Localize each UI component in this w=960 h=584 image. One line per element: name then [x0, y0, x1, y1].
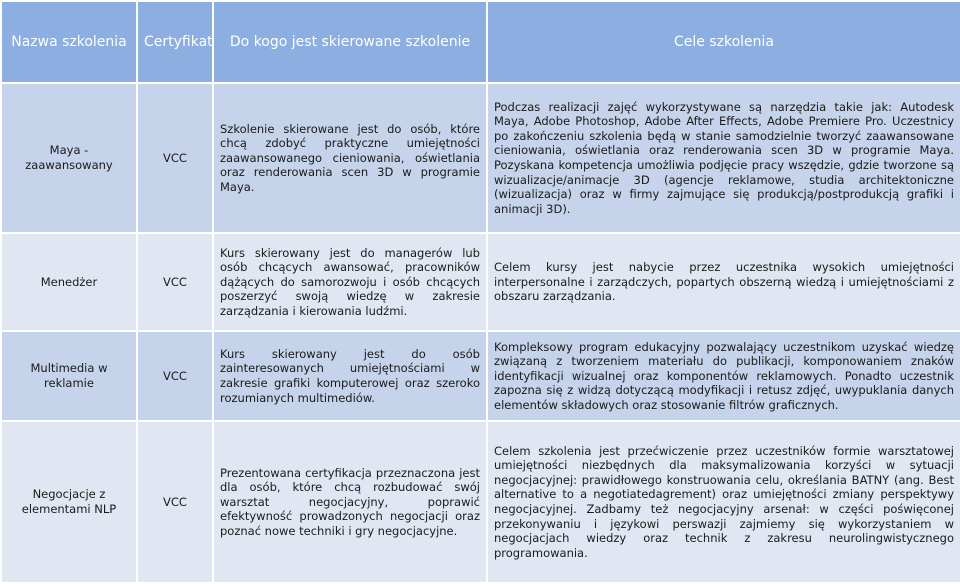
- course-name: Menedżer: [2, 234, 136, 330]
- header-name: Nazwa szkolenia: [2, 2, 136, 82]
- course-certificate: VCC: [138, 332, 212, 420]
- course-name: Multimedia w reklamie: [2, 332, 136, 420]
- course-audience: Prezentowana certyfikacja przeznaczona jest dla osób, które chcą rozbudować swój warsztat negocjacyjny, poprawić efektywność prowadzonych negocjacji oraz poznać nowe techniki i gry negocjacyjne.: [214, 422, 486, 582]
- header-goals: Cele szkolenia: [488, 2, 960, 82]
- header-row: [2, 2, 960, 82]
- course-goals: Celem szkolenia jest przećwiczenie przez uczestników formie warsztatowej umiejętności niezbędnych dla maksymalizowania korzyści w sytuacji negocjacyjnej: prawidłowego konstruowania celu, określania BATNY (ang. Best alternative to a negotiatedagrement) oraz umiejętności zmiany perspektywy negocjacyjnej. Zadbamy też negocjacyjny arsenał: w części poświęconej przekonywaniu i językowi perswazji zajmiemy się wykorzystaniem w negocjacjach wiedzy oraz technik z zakresu neurolingwistycznego programowania.: [488, 422, 960, 582]
- course-name: Negocjacje z elementami NLP: [2, 422, 136, 582]
- table-row: [2, 84, 960, 232]
- course-certificate: VCC: [138, 234, 212, 330]
- course-audience: Szkolenie skierowane jest do osób, które chcą zdobyć praktyczne umiejętności zaawansowanego cieniowania, oświetlania oraz renderowania scen 3D w programie Maya.: [214, 84, 486, 232]
- header-audience: Do kogo jest skierowane szkolenie: [214, 2, 486, 82]
- course-audience: Kurs skierowany jest do managerów lub osób chcących awansować, pracowników dążących do samorozwoju i osób chcących poszerzyć swoją wiedzę w zakresie zarządzania i kierowania ludźmi.: [214, 234, 486, 330]
- table-row: [2, 234, 960, 330]
- course-goals: Podczas realizacji zajęć wykorzystywane są narzędzia takie jak: Autodesk Maya, Adobe Photoshop, Adobe After Effects, Adobe Premiere Pro. Uczestnicy po zakończeniu szkolenia będą w stanie samodzielnie tworzyć zaawansowane cieniowania, oświetlania oraz renderowania scen 3D w programie Maya. Pozyskana kompetencja umożliwia podjęcie pracy wszędzie, gdzie tworzone są wizualizacje/animacje 3D (agencje reklamowe, studia architektoniczne (wizualizacja) oraz w firmy zajmujące się produkcją/postprodukcją grafiki i animacji 3D).: [488, 84, 960, 232]
- course-goals: Kompleksowy program edukacyjny pozwalający uczestnikom uzyskać wiedzę związaną z tworzeniem materiału do publikacji, komponowaniem znaków identyfikacji wizualnej oraz komponentów reklamowych. Ponadto uczestnik zapozna się z widzą dotyczącą modyfikacji i retusz zdjęć, uwypuklania danych elementów składowych oraz stosowanie filtrów graficznych.: [488, 332, 960, 420]
- course-certificate: VCC: [138, 84, 212, 232]
- course-audience: Kurs skierowany jest do osób zainteresowanych umiejętnościami w zakresie grafiki komputerowej oraz szeroko rozumianych multimediów.: [214, 332, 486, 420]
- table-row: [2, 422, 960, 582]
- course-certificate: VCC: [138, 422, 212, 582]
- course-goals: Celem kursy jest nabycie przez uczestnika wysokich umiejętności interpersonalne i zarządczych, popartych obszerną wiedzą i umiejętnościami z obszaru zarządzania.: [488, 234, 960, 330]
- table-row: [2, 332, 960, 420]
- header-certificate: Certyfikat: [138, 2, 212, 82]
- course-name: Maya - zaawansowany: [2, 84, 136, 232]
